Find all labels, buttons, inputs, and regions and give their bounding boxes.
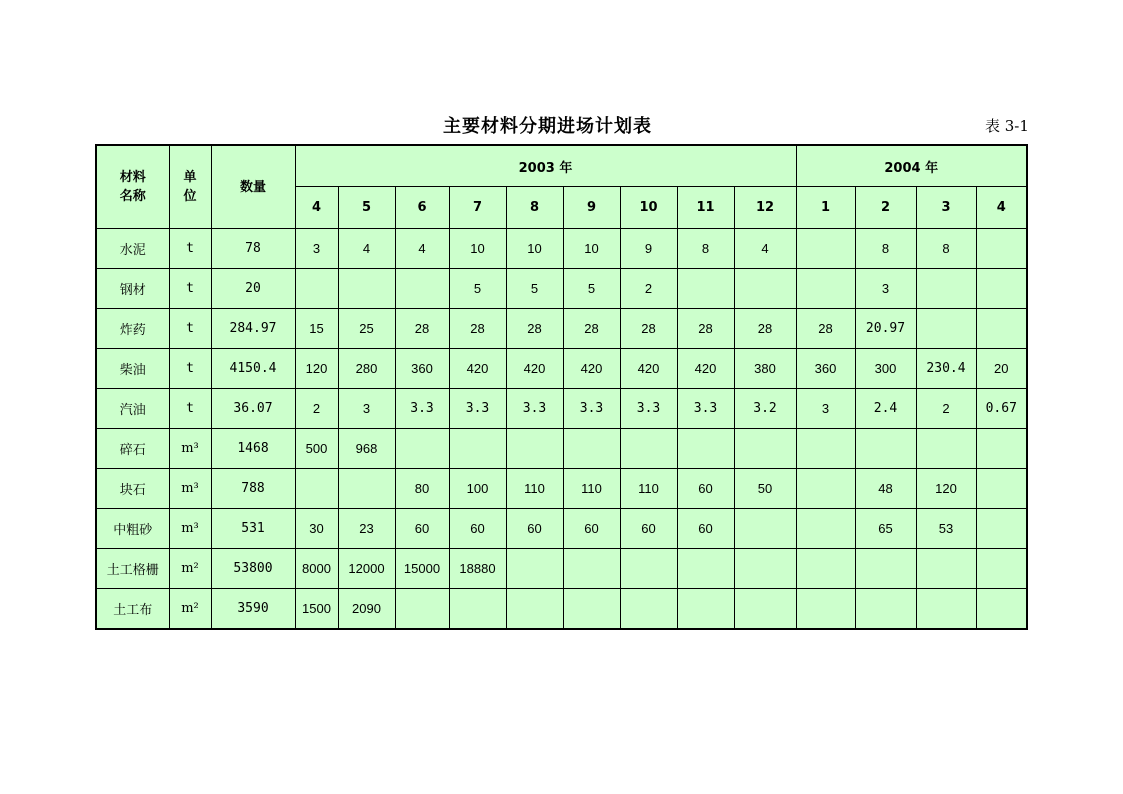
material-name-cell: 中粗砂 (96, 509, 169, 549)
month-value-cell (449, 429, 506, 469)
month-value-cell (395, 589, 449, 630)
header-month: 3 (916, 187, 976, 229)
quantity-cell: 36.07 (211, 389, 295, 429)
quantity-cell: 20 (211, 269, 295, 309)
month-value-cell: 280 (338, 349, 395, 389)
month-value-cell: 2 (295, 389, 338, 429)
header-month: 1 (796, 187, 855, 229)
month-value-cell (976, 549, 1027, 589)
material-name-cell: 柴油 (96, 349, 169, 389)
unit-cell: t (169, 349, 211, 389)
month-value-cell: 9 (620, 229, 677, 269)
month-value-cell: 0.67 (976, 389, 1027, 429)
unit-cell: m³ (169, 429, 211, 469)
month-value-cell (506, 589, 563, 630)
quantity-cell: 284.97 (211, 309, 295, 349)
quantity-cell: 3590 (211, 589, 295, 630)
month-value-cell (916, 269, 976, 309)
month-value-cell: 30 (295, 509, 338, 549)
month-value-cell: 3 (855, 269, 916, 309)
month-value-cell: 5 (449, 269, 506, 309)
month-value-cell: 420 (506, 349, 563, 389)
table-row (96, 269, 1027, 309)
month-value-cell: 25 (338, 309, 395, 349)
month-value-cell: 28 (449, 309, 506, 349)
month-value-cell: 420 (449, 349, 506, 389)
quantity-cell: 53800 (211, 549, 295, 589)
month-value-cell: 80 (395, 469, 449, 509)
month-value-cell: 60 (395, 509, 449, 549)
quantity-cell: 78 (211, 229, 295, 269)
month-value-cell (916, 589, 976, 630)
unit-cell: m² (169, 589, 211, 630)
month-value-cell: 300 (855, 349, 916, 389)
header-month: 8 (506, 187, 563, 229)
month-value-cell (563, 429, 620, 469)
month-value-cell: 23 (338, 509, 395, 549)
month-value-cell: 18880 (449, 549, 506, 589)
month-value-cell: 120 (916, 469, 976, 509)
header-month: 6 (395, 187, 449, 229)
month-value-cell (796, 589, 855, 630)
month-value-cell: 60 (620, 509, 677, 549)
header-month: 7 (449, 187, 506, 229)
month-value-cell: 3.3 (506, 389, 563, 429)
month-value-cell: 28 (506, 309, 563, 349)
month-value-cell: 500 (295, 429, 338, 469)
material-name-cell: 炸药 (96, 309, 169, 349)
header-month: 12 (734, 187, 796, 229)
month-value-cell (677, 429, 734, 469)
month-value-cell (677, 269, 734, 309)
table-row (96, 349, 1027, 389)
month-value-cell (796, 229, 855, 269)
header-unit-line2: 位 (183, 189, 197, 204)
month-value-cell: 110 (563, 469, 620, 509)
header-year-2004: 2004 年 (796, 145, 1027, 187)
month-value-cell: 5 (506, 269, 563, 309)
month-value-cell: 110 (506, 469, 563, 509)
month-value-cell: 3 (796, 389, 855, 429)
header-row-years (96, 145, 1027, 187)
header-month: 2 (855, 187, 916, 229)
month-value-cell: 3.3 (395, 389, 449, 429)
month-value-cell: 230.4 (916, 349, 976, 389)
month-value-cell: 420 (677, 349, 734, 389)
month-value-cell (563, 549, 620, 589)
quantity-cell: 4150.4 (211, 349, 295, 389)
month-value-cell (796, 549, 855, 589)
month-value-cell: 360 (796, 349, 855, 389)
month-value-cell (506, 549, 563, 589)
month-value-cell: 420 (563, 349, 620, 389)
table-row (96, 229, 1027, 269)
month-value-cell: 28 (677, 309, 734, 349)
month-value-cell (976, 469, 1027, 509)
month-value-cell: 15 (295, 309, 338, 349)
month-value-cell: 3.3 (620, 389, 677, 429)
month-value-cell (338, 269, 395, 309)
month-value-cell (855, 549, 916, 589)
month-value-cell: 4 (734, 229, 796, 269)
month-value-cell: 360 (395, 349, 449, 389)
month-value-cell (620, 429, 677, 469)
header-month: 10 (620, 187, 677, 229)
month-value-cell: 4 (338, 229, 395, 269)
month-value-cell: 53 (916, 509, 976, 549)
month-value-cell: 8 (677, 229, 734, 269)
month-value-cell: 12000 (338, 549, 395, 589)
month-value-cell (620, 589, 677, 630)
month-value-cell (734, 429, 796, 469)
table-number: 表 3-1 (985, 117, 1029, 135)
month-value-cell (976, 309, 1027, 349)
header-month: 5 (338, 187, 395, 229)
month-value-cell (976, 229, 1027, 269)
month-value-cell (734, 269, 796, 309)
month-value-cell: 28 (563, 309, 620, 349)
month-value-cell (506, 429, 563, 469)
month-value-cell: 1500 (295, 589, 338, 630)
material-name-cell: 碎石 (96, 429, 169, 469)
month-value-cell (395, 269, 449, 309)
month-value-cell: 10 (506, 229, 563, 269)
month-value-cell: 20.97 (855, 309, 916, 349)
month-value-cell (677, 589, 734, 630)
material-name-cell: 块石 (96, 469, 169, 509)
unit-cell: t (169, 389, 211, 429)
header-quantity: 数量 (211, 145, 295, 229)
header-month: 11 (677, 187, 734, 229)
month-value-cell: 60 (449, 509, 506, 549)
month-value-cell: 15000 (395, 549, 449, 589)
month-value-cell: 3.3 (563, 389, 620, 429)
header-month: 9 (563, 187, 620, 229)
month-value-cell: 10 (449, 229, 506, 269)
month-value-cell: 8000 (295, 549, 338, 589)
month-value-cell: 110 (620, 469, 677, 509)
month-value-cell (976, 509, 1027, 549)
month-value-cell (916, 549, 976, 589)
month-value-cell: 28 (395, 309, 449, 349)
month-value-cell: 2090 (338, 589, 395, 630)
header-unit (169, 145, 211, 229)
month-value-cell (976, 269, 1027, 309)
month-value-cell (295, 469, 338, 509)
month-value-cell: 120 (295, 349, 338, 389)
month-value-cell: 8 (916, 229, 976, 269)
header-year-2003: 2003 年 (295, 145, 796, 187)
month-value-cell: 60 (677, 509, 734, 549)
month-value-cell: 380 (734, 349, 796, 389)
month-value-cell: 28 (734, 309, 796, 349)
month-value-cell (916, 429, 976, 469)
material-name-cell: 水泥 (96, 229, 169, 269)
quantity-cell: 531 (211, 509, 295, 549)
table-row (96, 589, 1027, 630)
table-row (96, 549, 1027, 589)
month-value-cell: 8 (855, 229, 916, 269)
table-row (96, 469, 1027, 509)
month-value-cell (338, 469, 395, 509)
month-value-cell: 968 (338, 429, 395, 469)
month-value-cell: 420 (620, 349, 677, 389)
month-value-cell: 10 (563, 229, 620, 269)
month-value-cell: 65 (855, 509, 916, 549)
month-value-cell (976, 589, 1027, 630)
header-material-line2: 名称 (119, 189, 146, 204)
month-value-cell: 60 (506, 509, 563, 549)
month-value-cell: 3.3 (449, 389, 506, 429)
month-value-cell: 5 (563, 269, 620, 309)
month-value-cell: 3.2 (734, 389, 796, 429)
table-row (96, 509, 1027, 549)
month-value-cell (916, 309, 976, 349)
unit-cell: t (169, 229, 211, 269)
month-value-cell (796, 469, 855, 509)
month-value-cell (620, 549, 677, 589)
unit-cell: m³ (169, 509, 211, 549)
table-title: 主要材料分期进场计划表 (443, 116, 652, 137)
quantity-cell: 1468 (211, 429, 295, 469)
month-value-cell (855, 589, 916, 630)
month-value-cell (734, 509, 796, 549)
header-month: 4 (295, 187, 338, 229)
material-plan-table (95, 144, 1028, 630)
month-value-cell (796, 509, 855, 549)
month-value-cell (449, 589, 506, 630)
table-row (96, 309, 1027, 349)
month-value-cell: 4 (395, 229, 449, 269)
month-value-cell: 2 (916, 389, 976, 429)
month-value-cell: 28 (796, 309, 855, 349)
month-value-cell (295, 269, 338, 309)
material-name-cell: 土工布 (96, 589, 169, 630)
month-value-cell: 2 (620, 269, 677, 309)
month-value-cell (677, 549, 734, 589)
month-value-cell (796, 429, 855, 469)
month-value-cell (796, 269, 855, 309)
month-value-cell: 28 (620, 309, 677, 349)
header-month: 4 (976, 187, 1027, 229)
table-row (96, 389, 1027, 429)
month-value-cell: 100 (449, 469, 506, 509)
month-value-cell (734, 549, 796, 589)
material-name-cell: 土工格栅 (96, 549, 169, 589)
month-value-cell (855, 429, 916, 469)
header-material-name (96, 145, 169, 229)
unit-cell: m² (169, 549, 211, 589)
month-value-cell: 48 (855, 469, 916, 509)
month-value-cell: 20 (976, 349, 1027, 389)
month-value-cell: 50 (734, 469, 796, 509)
material-name-cell: 钢材 (96, 269, 169, 309)
month-value-cell: 3 (295, 229, 338, 269)
header-unit-line1: 单 (183, 170, 197, 185)
month-value-cell (976, 429, 1027, 469)
table-row (96, 429, 1027, 469)
month-value-cell: 3.3 (677, 389, 734, 429)
month-value-cell (734, 589, 796, 630)
month-value-cell (395, 429, 449, 469)
unit-cell: t (169, 269, 211, 309)
unit-cell: t (169, 309, 211, 349)
material-name-cell: 汽油 (96, 389, 169, 429)
month-value-cell: 3 (338, 389, 395, 429)
month-value-cell: 60 (563, 509, 620, 549)
quantity-cell: 788 (211, 469, 295, 509)
month-value-cell (563, 589, 620, 630)
month-value-cell: 2.4 (855, 389, 916, 429)
unit-cell: m³ (169, 469, 211, 509)
header-material-line1: 材料 (119, 170, 146, 185)
month-value-cell: 60 (677, 469, 734, 509)
